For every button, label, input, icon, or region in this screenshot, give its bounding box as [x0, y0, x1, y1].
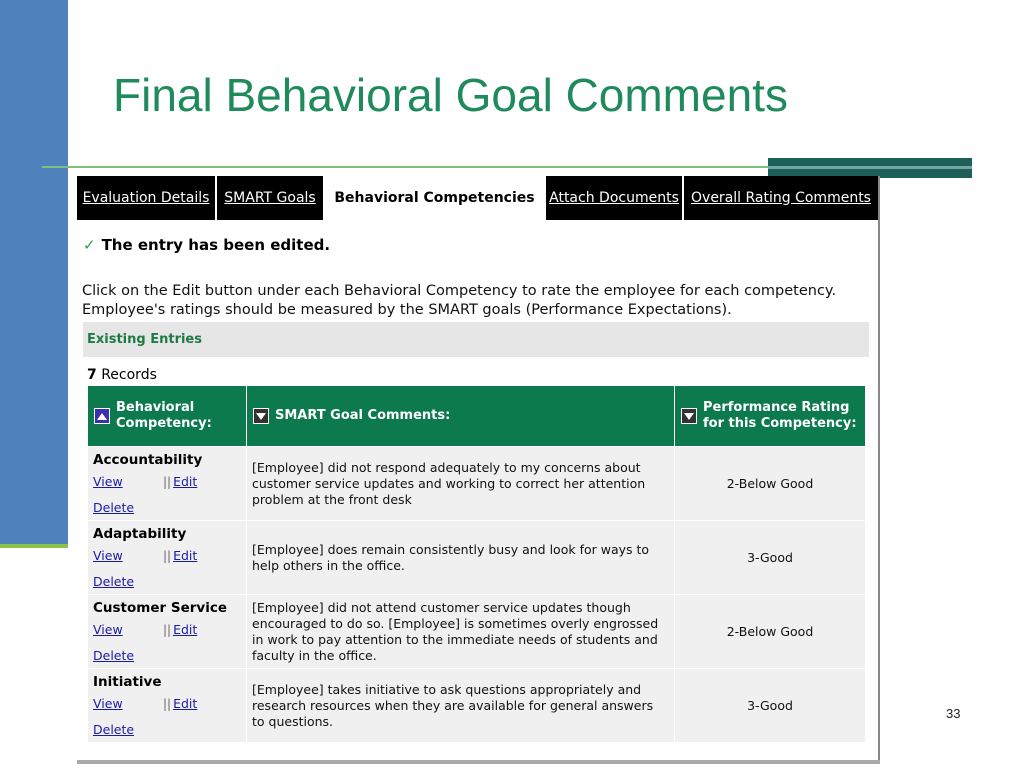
comment-cell: [Employee] did not respond adequately to my concerns about customer service updates and working to correct her attention problem at the front desk — [247, 447, 675, 521]
sort-down-icon[interactable] — [681, 408, 697, 424]
tab-evaluation-details[interactable]: Evaluation Details — [77, 176, 217, 220]
edit-link[interactable]: Edit — [173, 547, 198, 563]
table-header-row — [88, 386, 866, 447]
records-number: 7 — [87, 367, 97, 383]
edit-link[interactable]: Edit — [173, 473, 198, 489]
col-label: Performance Rating for this Competency: — [703, 400, 857, 431]
table-row — [88, 595, 866, 669]
competency-name: Customer Service — [93, 599, 227, 616]
edit-link[interactable]: Edit — [173, 695, 198, 711]
competency-table — [87, 385, 866, 743]
delete-link[interactable]: Delete — [93, 573, 135, 589]
existing-entries-header: Existing Entries — [83, 322, 869, 357]
edit-link[interactable]: Edit — [173, 621, 198, 637]
action-separator: || — [163, 622, 172, 637]
tab-overall-rating-comments[interactable]: Overall Rating Comments — [691, 189, 871, 206]
comment-cell: [Employee] did not attend customer service updates though encouraged to do so. [Employee] is sometimes overly engrossed in work to pay attention to the immediate needs of students and faculty in the office. — [247, 595, 675, 669]
title-divider-line — [42, 166, 770, 168]
view-link[interactable]: View — [93, 547, 123, 563]
tab-attach-documents[interactable]: Attach Documents — [544, 176, 684, 220]
title-divider-accent — [768, 158, 972, 178]
status-message — [83, 236, 330, 254]
tab-bar — [77, 176, 878, 220]
delete-link[interactable]: Delete — [93, 721, 135, 737]
rating-cell: 3-Good — [675, 521, 866, 595]
slide-title: Final Behavioral Goal Comments — [113, 69, 788, 121]
sort-up-icon[interactable] — [94, 408, 110, 424]
col-label: Behavioral Competency: — [116, 400, 212, 431]
slide-left-accent-line — [0, 544, 68, 548]
competency-name: Initiative — [93, 673, 162, 690]
view-link[interactable]: View — [93, 695, 123, 711]
rating-cell: 2-Below Good — [675, 595, 866, 669]
competency-cell — [88, 595, 247, 669]
action-separator: || — [163, 696, 172, 711]
action-separator: || — [163, 548, 172, 563]
col-label: SMART Goal Comments: — [275, 408, 451, 423]
app-screenshot — [77, 176, 880, 762]
records-count — [87, 367, 157, 383]
tab-smart-goals[interactable]: SMART Goals — [217, 176, 325, 220]
competency-cell — [88, 669, 247, 743]
records-label: Records — [101, 367, 157, 383]
table-row — [88, 521, 866, 595]
delete-link[interactable]: Delete — [93, 647, 135, 663]
rating-cell: 3-Good — [675, 669, 866, 743]
competency-cell — [88, 447, 247, 521]
tab-behavioral-competencies[interactable]: Behavioral Competencies — [325, 176, 544, 220]
rating-cell: 2-Below Good — [675, 447, 866, 521]
action-separator: || — [163, 474, 172, 489]
table-row — [88, 447, 866, 521]
delete-link[interactable]: Delete — [93, 499, 135, 515]
slide-left-accent-bar — [0, 0, 68, 548]
sort-down-icon[interactable] — [253, 408, 269, 424]
competency-name: Adaptability — [93, 525, 187, 542]
col-behavioral-competency[interactable] — [88, 386, 247, 447]
table-row — [88, 669, 866, 743]
page-number: 33 — [946, 706, 961, 721]
status-text: The entry has been edited. — [101, 236, 331, 254]
view-link[interactable]: View — [93, 473, 123, 489]
comment-cell: [Employee] takes initiative to ask questions appropriately and research resources when they are available for general answers to questions. — [247, 669, 675, 743]
col-smart-goal-comments[interactable] — [247, 386, 675, 447]
instructions-text: Click on the Edit button under each Behavioral Competency to rate the employee for each competency. Employee's ratings should be measured by the SMART goals (Performance Expectations). — [82, 283, 837, 318]
competency-cell — [88, 521, 247, 595]
view-link[interactable]: View — [93, 621, 123, 637]
check-icon: ✓ — [83, 236, 96, 254]
screenshot-bottom-edge — [77, 760, 880, 764]
competency-name: Accountability — [93, 451, 203, 468]
comment-cell: [Employee] does remain consistently busy and look for ways to help others in the office. — [247, 521, 675, 595]
col-performance-rating[interactable] — [675, 386, 866, 447]
